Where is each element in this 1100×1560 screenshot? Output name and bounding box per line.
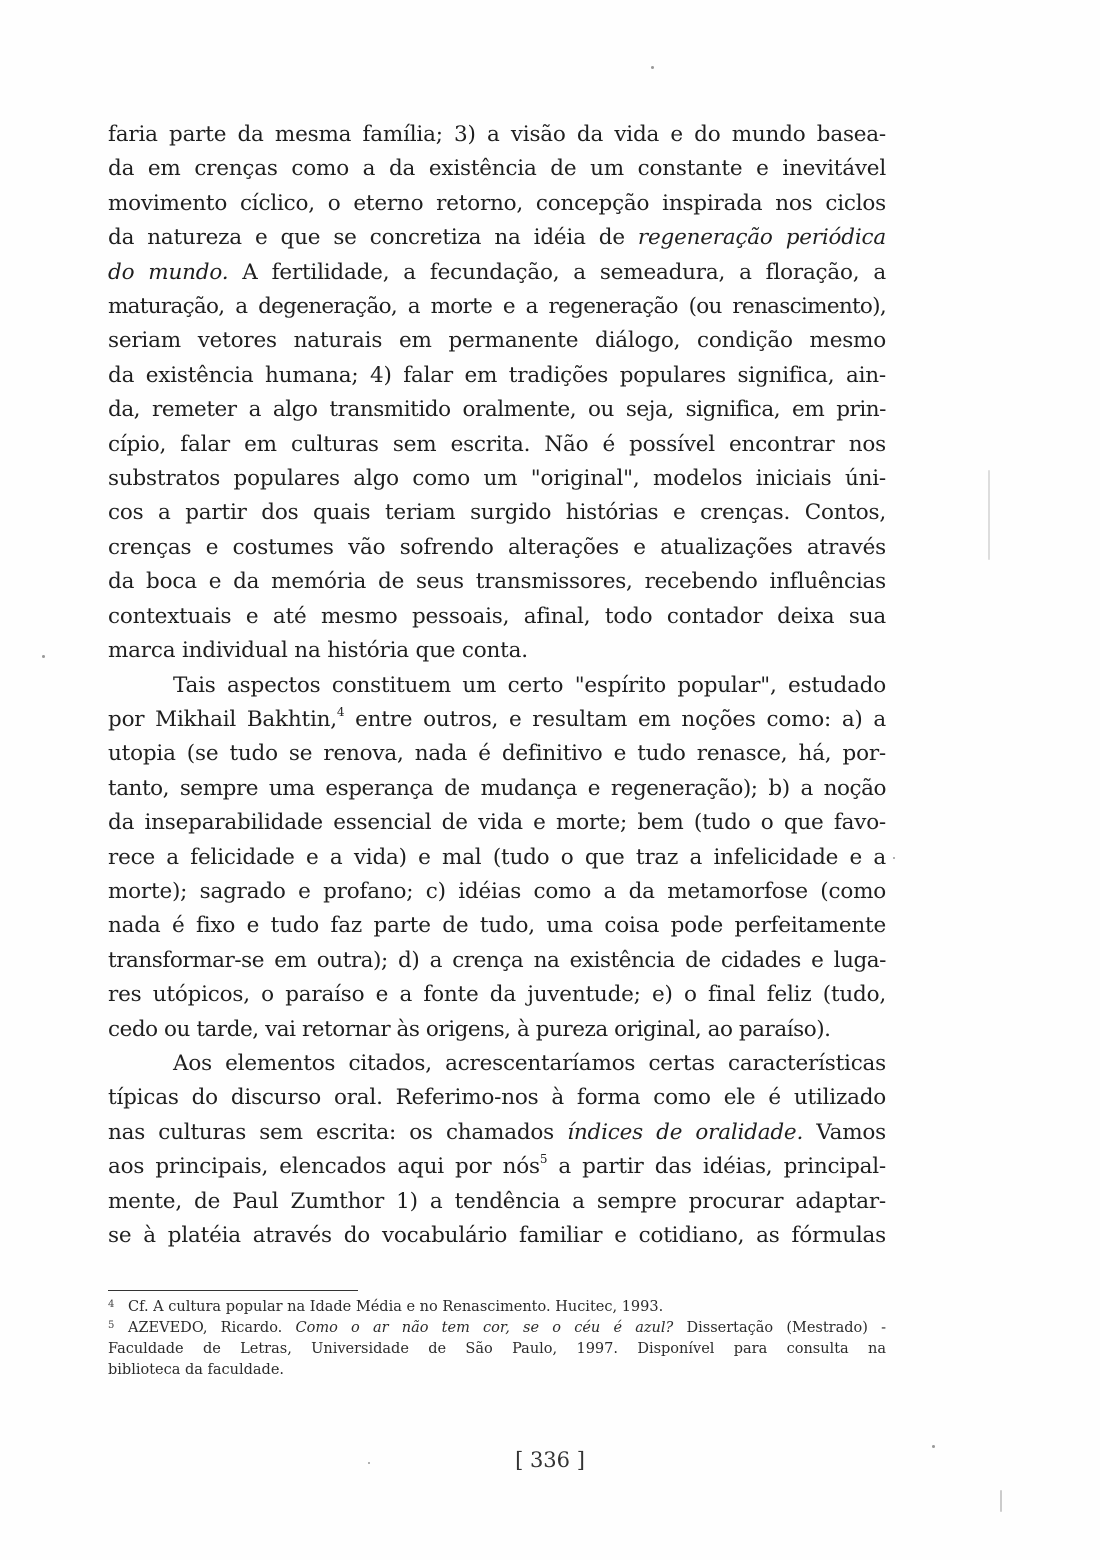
scan-speck	[368, 1462, 370, 1464]
paragraph-3	[108, 1047, 886, 1253]
text-line	[108, 256, 886, 290]
footnote-separator	[108, 1290, 358, 1291]
italic-term: regeneração periódica	[637, 225, 886, 251]
footnote-segment: AZEVEDO, Ricardo.	[128, 1320, 283, 1336]
footnote-text: biblioteca da faculdade.	[108, 1362, 285, 1378]
footnote-segment: Dissertação (Mestrado) -	[673, 1320, 887, 1336]
text-line	[108, 1150, 886, 1184]
footnote-ref-5: 5	[539, 1152, 548, 1167]
text-line	[108, 221, 886, 255]
text-line: Tais aspectos constituem um certo "espírito popular", estudado	[173, 672, 886, 698]
footnote-ref-4: 4	[336, 704, 345, 719]
text-line: movimento cíclico, o eterno retorno, concepção inspirada nos ciclos	[108, 190, 886, 216]
text-line: transformar-se em outra); d) a crença na existência de cidades e luga-	[108, 947, 886, 973]
text-line: res utópicos, o paraíso e a fonte da juventude; e) o final feliz (tudo,	[108, 982, 886, 1008]
text-line: maturação, a degeneração, a morte e a regeneração (ou renascimento),	[108, 294, 886, 320]
text-line: da boca e da memória de seus transmissores, recebendo influências	[108, 569, 886, 595]
paragraph-1	[108, 118, 886, 669]
italic-term: do mundo.	[108, 259, 229, 285]
text-line: substratos populares algo como um "original", modelos iniciais úni-	[108, 466, 886, 492]
scan-mark	[1000, 1490, 1002, 1512]
text-line: crenças e costumes vão sofrendo alterações e atualizações através	[108, 534, 886, 560]
text-line: tanto, sempre uma esperança de mudança e regeneração); b) a noção	[108, 775, 886, 801]
paragraph-2	[108, 669, 886, 1047]
text-line: da inseparabilidade essencial de vida e morte; bem (tudo o que favo-	[108, 810, 886, 836]
text-line: contextuais e até mesmo pessoais, afinal, todo contador deixa sua	[108, 603, 886, 629]
text-line	[108, 1116, 886, 1150]
text-line: Aos elementos citados, acrescentaríamos certas características	[173, 1050, 886, 1076]
text-line: seriam vetores naturais em permanente diálogo, condição mesmo	[108, 328, 886, 354]
text-line: rece a felicidade e a vida) e mal (tudo o que traz a infelicidade e a	[108, 844, 886, 870]
text-segment: A fertilidade, a fecundação, a semeadura, a floração, a	[228, 259, 886, 285]
text-line: faria parte da mesma família; 3) a visão da vida e do mundo basea-	[108, 122, 886, 147]
text-line	[108, 703, 886, 737]
text-segment: nas culturas sem escrita: os chamados	[108, 1119, 554, 1145]
text-line: da em crenças como a da existência de um constante e inevitável	[108, 156, 886, 182]
scan-speck	[651, 66, 654, 69]
text-line: morte); sagrado e profano; c) idéias como a da metamorfose (como	[108, 878, 886, 904]
footnote-5	[108, 1318, 886, 1381]
text-line: cedo ou tarde, vai retornar às origens, à pureza original, ao paraíso).	[108, 1016, 831, 1042]
text-segment: entre outros, e resultam em noções como: a) a	[344, 706, 886, 732]
text-line: cos a partir dos quais teriam surgido histórias e crenças. Contos,	[108, 500, 886, 526]
text-segment: aos principais, elencados aqui por nós	[108, 1154, 540, 1180]
text-segment: Vamos	[803, 1119, 887, 1145]
scan-mark	[988, 470, 990, 560]
scan-speck	[42, 655, 45, 658]
text-segment: a partir das idéias, principal-	[547, 1154, 886, 1180]
italic-term: índices de oralidade.	[567, 1119, 804, 1145]
footnote-text	[128, 1318, 886, 1339]
footnote-number: 5	[108, 1320, 115, 1331]
text-segment: da natureza e que se concretiza na idéia de	[108, 225, 625, 251]
footnote-4	[108, 1297, 886, 1318]
body-text	[108, 118, 886, 1253]
footnote-text: Faculdade de Letras, Universidade de São Paulo, 1997. Disponível para consulta na	[108, 1341, 886, 1357]
text-line: mente, de Paul Zumthor 1) a tendência a sempre procurar adaptar-	[108, 1188, 886, 1214]
page-number: [ 336 ]	[515, 1448, 585, 1472]
text-line: marca individual na história que conta.	[108, 638, 528, 664]
text-line: da existência humana; 4) falar em tradições populares significa, ain-	[108, 362, 886, 388]
footnote-text: Cf. A cultura popular na Idade Média e no Renascimento. Hucitec, 1993.	[128, 1299, 664, 1315]
text-line: cípio, falar em culturas sem escrita. Não é possível encontrar nos	[108, 431, 886, 457]
footnote-title: Como o ar não tem cor, se o céu é azul?	[295, 1320, 674, 1336]
text-segment: por Mikhail Bakhtin,	[108, 706, 337, 732]
scan-speck	[893, 857, 895, 859]
scan-speck	[932, 1445, 935, 1448]
text-line: nada é fixo e tudo faz parte de tudo, uma coisa pode perfeitamente	[108, 913, 886, 939]
text-line: se à platéia através do vocabulário familiar e cotidiano, as fórmulas	[108, 1223, 886, 1248]
footnote-number: 4	[108, 1299, 115, 1310]
footnotes	[108, 1297, 886, 1381]
text-line: típicas do discurso oral. Referimo-nos à forma como ele é utilizado	[108, 1085, 886, 1111]
text-line: da, remeter a algo transmitido oralmente, ou seja, significa, em prin-	[108, 397, 886, 423]
text-line: utopia (se tudo se renova, nada é definitivo e tudo renasce, há, por-	[108, 741, 886, 767]
